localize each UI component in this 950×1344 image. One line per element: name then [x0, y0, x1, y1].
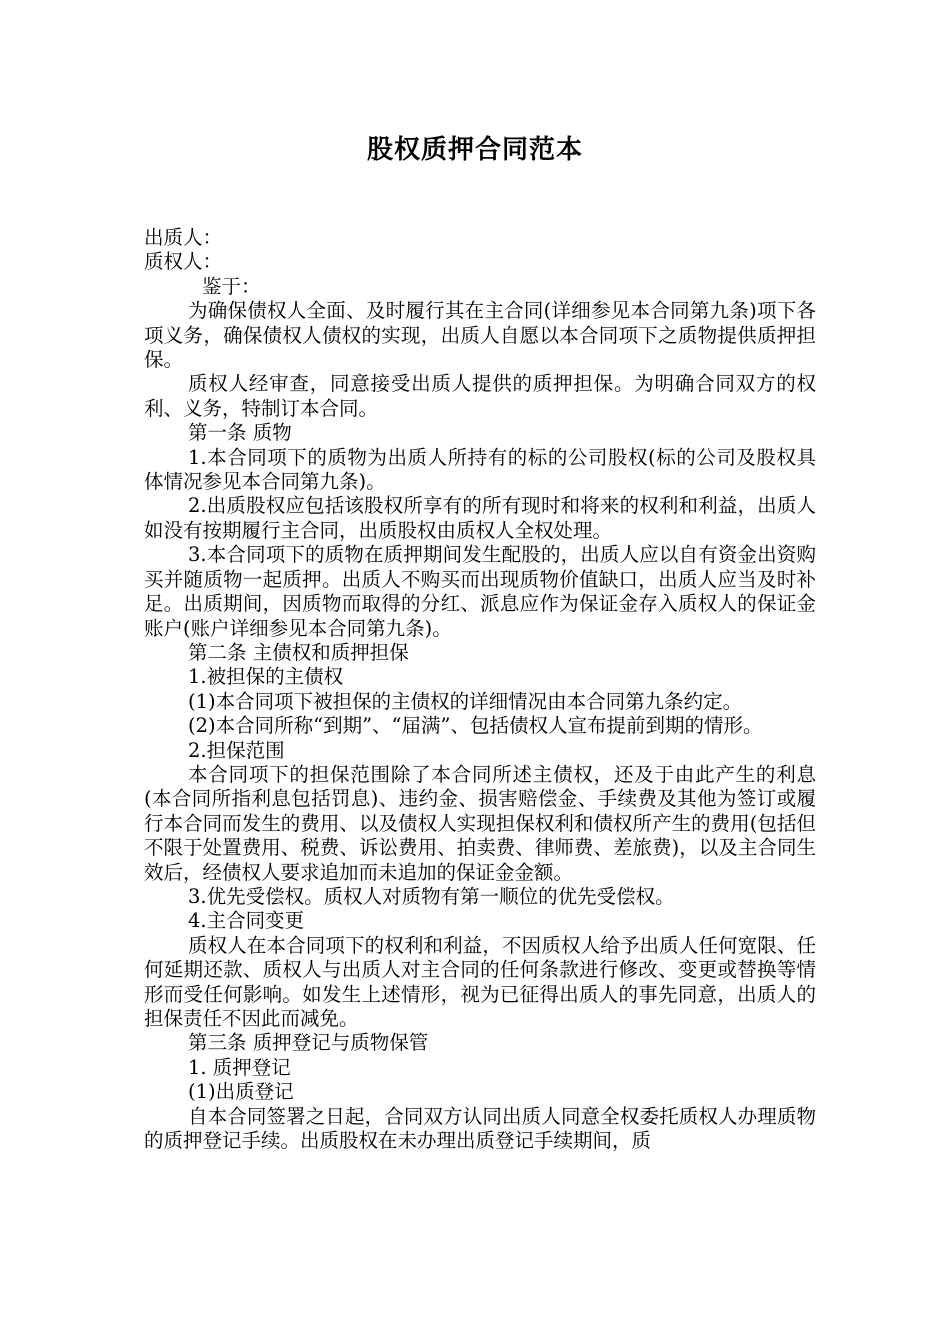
- paragraph: 1.本合同项下的质物为出质人所持有的标的公司股权(标的公司及股权具体情况参见本合同第九条)。: [144, 445, 816, 494]
- paragraph: 质权人在本合同项下的权利和利益，不因质权人给予出质人任何宽限、任何延期还款、质权人与出质人对主合同的任何条款进行修改、变更或替换等情形而受任何影响。如发生上述情形，视为已征得出质人的事先同意，出质人的担保责任不因此而减免。: [144, 933, 816, 1030]
- article-heading: 第二条 主债权和质押担保: [188, 640, 409, 664]
- document-title: 股权质押合同范本: [366, 135, 583, 165]
- article-heading: 第一条 质物: [188, 421, 292, 445]
- paragraph: 自本合同签署之日起，合同双方认同出质人同意全权委托质权人办理质物的质押登记手续。出质股权在未办理出质登记手续期间，质: [144, 1104, 816, 1153]
- subsection-heading: (1)出质登记: [188, 1080, 294, 1104]
- document-body: [144, 226, 816, 1153]
- paragraph: 3.优先受偿权。质权人对质物有第一顺位的优先受偿权。: [188, 884, 675, 908]
- paragraph: (2)本合同所称“到期”、“届满”、包括债权人宣布提前到期的情形。: [188, 714, 763, 738]
- paragraph: 本合同项下的担保范围除了本合同所述主债权，还及于由此产生的利息(本合同所指利息包括罚息)、违约金、损害赔偿金、手续费及其他为签订或履行本合同而发生的费用、以及债权人实现担保权利和债权所产生的费用(包括但不限于处置费用、税费、诉讼费用、拍卖费、律师费、差旅费)，以及主合同生效后，经债权人要求追加而未追加的保证金金额。: [144, 762, 816, 884]
- pledgee-line: 质权人：: [144, 250, 223, 274]
- subsection-heading: 2.担保范围: [188, 738, 285, 762]
- paragraph: 3.本合同项下的质物在质押期间发生配股的，出质人应以自有资金出资购买并随质物一起质押。出质人不购买而出现质物价值缺口，出质人应当及时补足。出质期间，因质物而取得的分红、派息应作为保证金存入质权人的保证金账户(账户详细参见本合同第九条)。: [144, 543, 816, 640]
- paragraph: 质权人经审查，同意接受出质人提供的质押担保。为明确合同双方的权利、义务，特制订本合同。: [144, 372, 816, 420]
- pledgor-line: 出质人：: [144, 226, 223, 249]
- whereas-heading: 鉴于：: [202, 274, 261, 298]
- paragraph: (1)本合同项下被担保的主债权的详细情况由本合同第九条约定。: [188, 689, 743, 713]
- subsection-heading: 4.主合同变更: [188, 909, 305, 933]
- subsection-heading: 1.被担保的主债权: [188, 665, 344, 689]
- paragraph: 2.出质股权应包括该股权所享有的所有现时和将来的权利和利益，出质人如没有按期履行主合同，出质股权由质权人全权处理。: [144, 494, 816, 542]
- paragraph: 为确保债权人全面、及时履行其在主合同(详细参见本合同第九条)项下各项义务，确保债权人债权的实现，出质人自愿以本合同项下之质物提供质押担保。: [144, 299, 816, 372]
- article-heading: 第三条 质押登记与质物保管: [188, 1031, 429, 1055]
- subsection-heading: 1. 质押登记: [188, 1055, 291, 1079]
